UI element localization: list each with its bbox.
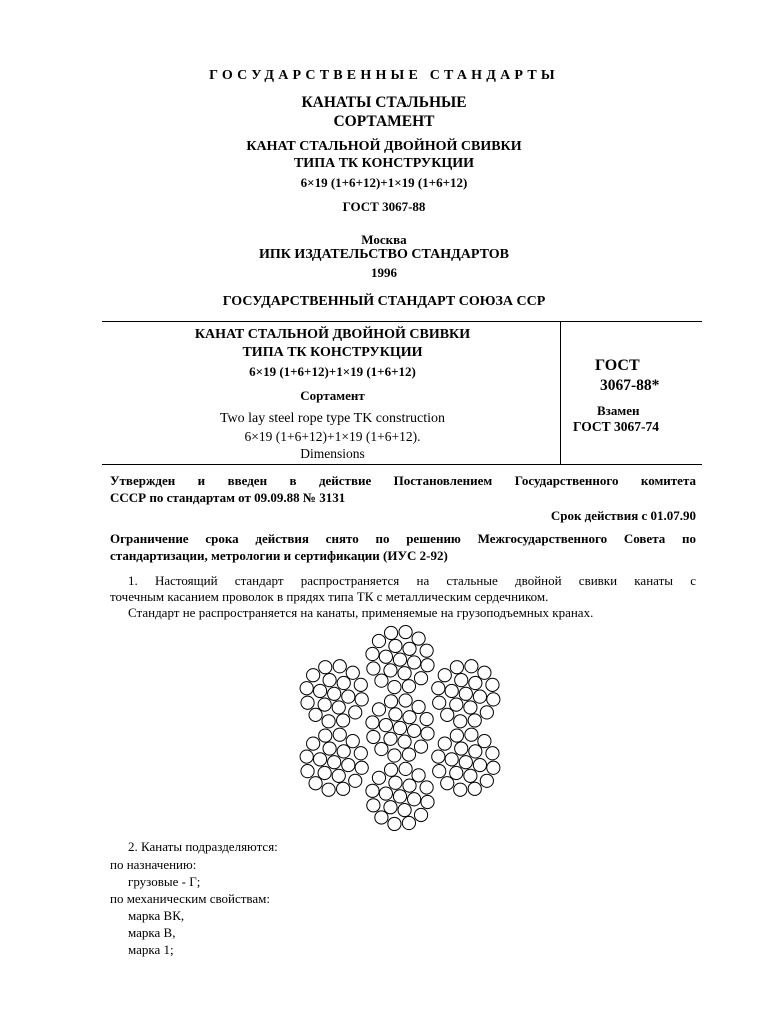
wire <box>389 776 402 789</box>
wire <box>450 661 463 674</box>
wire <box>372 634 385 647</box>
purpose-item: грузовые - Г; <box>128 874 201 889</box>
block-title-line1: КАНАТ СТАЛЬНОЙ ДВОЙНОЙ СВИВКИ <box>194 327 471 342</box>
wire <box>414 740 427 753</box>
wire <box>388 749 401 762</box>
wire <box>441 708 454 721</box>
strand <box>366 694 434 762</box>
wire <box>402 816 415 829</box>
wire <box>421 659 434 672</box>
wire <box>375 742 388 755</box>
main-title-line2: СОРТАМЕНТ <box>333 113 435 130</box>
wire <box>349 774 362 787</box>
title-block-top-rule <box>102 321 702 322</box>
wire <box>459 687 472 700</box>
wire <box>412 700 425 713</box>
wire <box>346 666 359 679</box>
block-sortament: Сортамент <box>300 388 365 403</box>
wire <box>478 735 491 748</box>
clause1-line3: Стандарт не распространяется на канаты, применяемые на грузоподъемных кранах. <box>128 605 594 620</box>
wire <box>367 799 380 812</box>
wire <box>372 771 385 784</box>
wire <box>420 644 433 657</box>
wire <box>398 667 411 680</box>
block-construction: 6×19 (1+6+12)+1×19 (1+6+12) <box>249 364 416 379</box>
wire <box>333 660 346 673</box>
wire <box>398 735 411 748</box>
wire <box>473 758 486 771</box>
wire <box>469 676 482 689</box>
wire <box>384 801 397 814</box>
wire <box>307 737 320 750</box>
wire <box>438 669 451 682</box>
strand <box>432 728 500 796</box>
limitation-line1: Ограничение срока действия снято по решению Межгосударственного Совета по <box>110 531 696 546</box>
wire <box>450 766 463 779</box>
wire <box>388 817 401 830</box>
wire <box>322 783 335 796</box>
publisher-city: Москва <box>361 232 407 247</box>
wire <box>464 769 477 782</box>
standard-banner: ГОСУДАРСТВЕННЫЙ СТАНДАРТ СОЮЗА ССР <box>222 294 546 309</box>
wire <box>332 769 345 782</box>
wire <box>318 698 331 711</box>
wire <box>384 763 397 776</box>
wire <box>323 742 336 755</box>
wire <box>402 680 415 693</box>
wire <box>433 696 446 709</box>
wire <box>354 747 367 760</box>
replaces-gost: ГОСТ 3067-74 <box>573 419 660 434</box>
wire <box>337 676 350 689</box>
wire <box>300 682 313 695</box>
english-title-line2: 6×19 (1+6+12)+1×19 (1+6+12). <box>244 429 421 444</box>
wire <box>473 690 486 703</box>
wire <box>478 666 491 679</box>
wire <box>398 803 411 816</box>
wire <box>388 681 401 694</box>
wire <box>455 742 468 755</box>
subtitle-line2: ТИПА ТК КОНСТРУКЦИИ <box>293 156 475 171</box>
wire <box>366 647 379 660</box>
wire <box>384 695 397 708</box>
wire <box>389 708 402 721</box>
wire <box>313 684 326 697</box>
wire <box>469 745 482 758</box>
publisher-name: ИПК ИЗДАТЕЛЬСТВО СТАНДАРТОВ <box>259 247 509 262</box>
approval-line1: Утвержден и введен в действие Постановлением Государственного комитета <box>110 473 696 488</box>
wire <box>355 693 368 706</box>
wire <box>445 684 458 697</box>
wire <box>450 698 463 711</box>
wire <box>384 664 397 677</box>
wire <box>367 730 380 743</box>
strand <box>300 728 368 796</box>
gost-number: ГОСТ 3067-88 <box>342 199 426 214</box>
wire <box>301 696 314 709</box>
clause1-line1: 1. Настоящий стандарт распространяется на стальные двойной свивки канаты с <box>128 573 696 588</box>
wire <box>307 669 320 682</box>
approval-line2: СССР по стандартам от 09.09.88 № 3131 <box>110 490 346 505</box>
wire <box>412 769 425 782</box>
english-title-line3: Dimensions <box>300 446 365 461</box>
wire <box>399 625 412 638</box>
wire <box>441 777 454 790</box>
wire <box>433 765 446 778</box>
grade-1: марка 1; <box>128 942 174 957</box>
wire <box>402 748 415 761</box>
strand <box>432 660 500 728</box>
wire <box>454 783 467 796</box>
wire <box>319 729 332 742</box>
clause1-line2: точечным касанием проволок в прядях типа ТК с металлическим сердечником. <box>110 589 549 604</box>
wire <box>403 711 416 724</box>
wire <box>487 693 500 706</box>
wire <box>408 793 421 806</box>
mech-props-label: по механическим свойствам: <box>110 891 270 906</box>
wire <box>421 727 434 740</box>
wire <box>318 766 331 779</box>
wire <box>328 687 341 700</box>
wire <box>393 790 406 803</box>
wire <box>432 682 445 695</box>
wire <box>468 782 481 795</box>
wire <box>403 779 416 792</box>
construction-formula: 6×19 (1+6+12)+1×19 (1+6+12) <box>300 175 468 190</box>
wire <box>399 762 412 775</box>
wire <box>309 708 322 721</box>
replaces-label: Взамен <box>597 403 640 418</box>
wire <box>328 756 341 769</box>
grade-v: марка В, <box>128 925 176 940</box>
wire <box>379 787 392 800</box>
wire <box>438 737 451 750</box>
wire <box>464 701 477 714</box>
wire <box>300 750 313 763</box>
wire <box>372 703 385 716</box>
wire <box>465 660 478 673</box>
wire <box>375 674 388 687</box>
block-gost-number: 3067-88* <box>600 377 660 394</box>
wire <box>393 653 406 666</box>
wire <box>379 650 392 663</box>
wire <box>389 639 402 652</box>
wire <box>486 678 499 691</box>
block-gost-label: ГОСТ <box>595 357 640 374</box>
strand <box>300 660 368 728</box>
wire <box>480 706 493 719</box>
wire <box>450 729 463 742</box>
purpose-label: по назначению: <box>110 857 197 872</box>
wire <box>384 732 397 745</box>
wire <box>323 674 336 687</box>
wire <box>465 728 478 741</box>
wire <box>342 690 355 703</box>
wire <box>486 747 499 760</box>
wire <box>346 735 359 748</box>
strand <box>366 625 434 693</box>
wire <box>332 701 345 714</box>
main-title-line1: КАНАТЫ СТАЛЬНЫЕ <box>301 94 467 111</box>
rope-cross-section-figure <box>270 620 530 840</box>
subtitle-line1: КАНАТ СТАЛЬНОЙ ДВОЙНОЙ СВИВКИ <box>246 139 522 154</box>
wire <box>487 761 500 774</box>
series-title: ГОСУДАРСТВЕННЫЕ СТАНДАРТЫ <box>209 68 559 83</box>
wire <box>399 694 412 707</box>
wire <box>421 795 434 808</box>
title-block-divider <box>560 321 561 464</box>
wire <box>322 715 335 728</box>
wire <box>355 761 368 774</box>
wire <box>408 724 421 737</box>
wire <box>414 672 427 685</box>
wire <box>412 632 425 645</box>
wire <box>337 745 350 758</box>
wire <box>379 719 392 732</box>
wire <box>455 674 468 687</box>
wire <box>480 774 493 787</box>
wire <box>366 716 379 729</box>
effective-date: Срок действия с 01.07.90 <box>550 508 696 523</box>
publisher-year: 1996 <box>371 265 397 280</box>
wire <box>337 714 350 727</box>
wire <box>454 715 467 728</box>
wire <box>366 784 379 797</box>
wire <box>420 781 433 794</box>
wire <box>319 661 332 674</box>
block-title-line2: ТИПА ТК КОНСТРУКЦИИ <box>242 345 423 360</box>
wire <box>349 706 362 719</box>
wire <box>333 728 346 741</box>
wire <box>313 753 326 766</box>
wire <box>342 758 355 771</box>
title-block-bottom-rule <box>102 464 702 465</box>
wire <box>301 765 314 778</box>
clause2-heading: 2. Канаты подразделяются: <box>128 839 278 854</box>
wire <box>309 777 322 790</box>
wire <box>445 753 458 766</box>
wire <box>414 808 427 821</box>
wire <box>393 721 406 734</box>
english-title-line1: Two lay steel rope type TK construction <box>219 411 446 426</box>
wire <box>375 811 388 824</box>
strand <box>366 762 434 830</box>
wire <box>468 714 481 727</box>
wire <box>337 782 350 795</box>
wire <box>354 678 367 691</box>
wire <box>459 756 472 769</box>
wire <box>432 750 445 763</box>
wire <box>408 656 421 669</box>
grade-vk: марка ВК, <box>128 908 185 923</box>
wire <box>367 662 380 675</box>
wire <box>384 626 397 639</box>
limitation-line2: стандартизации, метрологии и сертификации (ИУС 2-92) <box>110 548 448 563</box>
wire <box>403 642 416 655</box>
wire <box>420 712 433 725</box>
rope-strands <box>300 625 500 830</box>
